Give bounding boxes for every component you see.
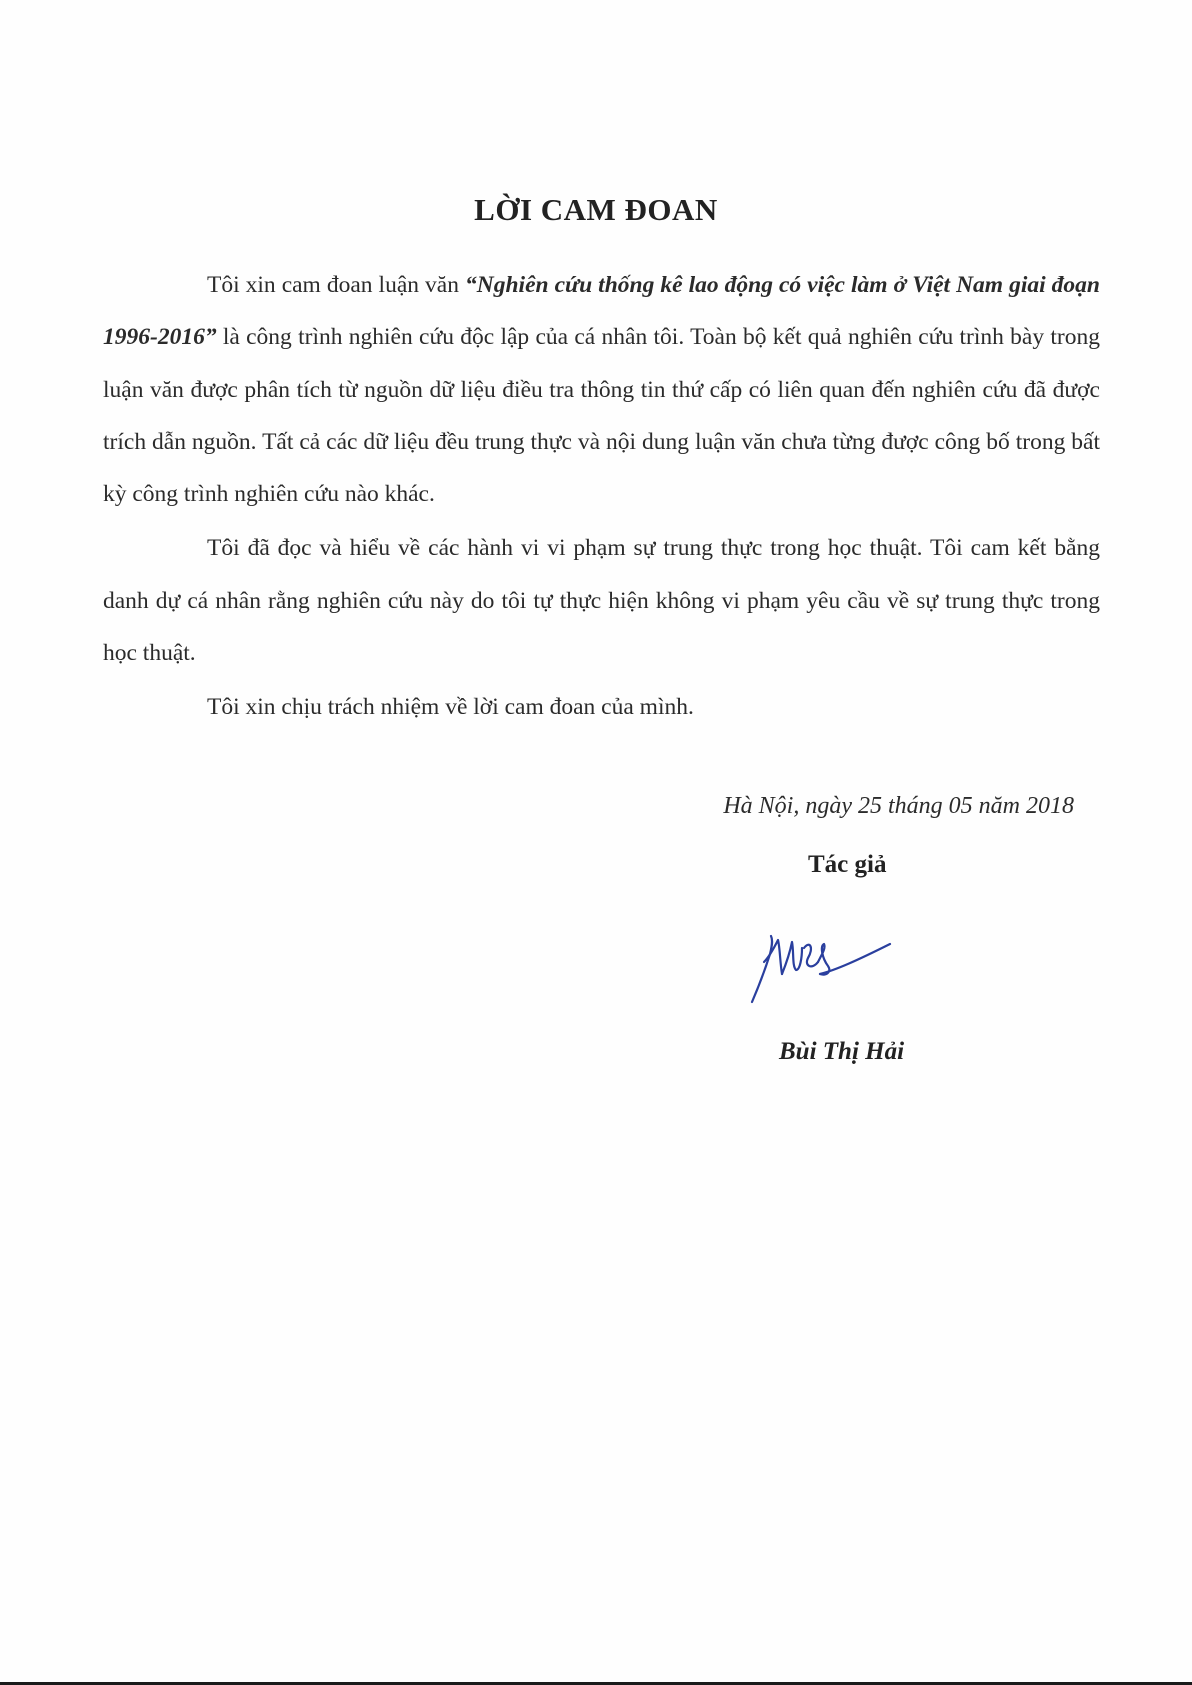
handwritten-signature	[746, 918, 896, 1008]
declaration-paragraph-1	[103, 259, 1100, 520]
thesis-title: “Nghiên cứu thống kê lao động có việc làm ở Việt Nam giai đoạn 1996-2016”	[103, 272, 1101, 351]
author-label: Tác giả	[808, 851, 887, 878]
paragraph-1-intro: Tôi xin cam đoan luận văn	[207, 272, 465, 298]
page-title: LỜI CAM ĐOAN	[474, 192, 718, 227]
declaration-paragraph-3: Tôi xin chịu trách nhiệm về lời cam đoan của mình.	[207, 694, 694, 721]
declaration-paragraph-2: Tôi đã đọc và hiểu về các hành vi vi phạm sự trung thực trong học thuật. Tôi cam kết bằng danh dự cá nhân rằng nghiên cứu này do tôi tự thực hiện không vi phạm yêu cầu về sự trung thực trong học thuật.	[103, 535, 1100, 667]
paragraph-1-rest: là công trình nghiên cứu độc lập của cá nhân tôi. Toàn bộ kết quả nghiên cứu trình bày trong luận văn được phân tích từ nguồn dữ liệu điều tra thông tin thứ cấp có liên quan đến nghiên cứu đã được trích dẫn nguồn. Tất cả các dữ liệu đều trung thực và nội dung luận văn chưa từng được công bố trong bất kỳ công trình nghiên cứu nào khác.	[103, 324, 1100, 508]
declaration-body	[103, 259, 1100, 734]
place-date-line: Hà Nội, ngày 25 tháng 05 năm 2018	[723, 793, 1074, 819]
author-name: Bùi Thị Hải	[779, 1038, 905, 1065]
